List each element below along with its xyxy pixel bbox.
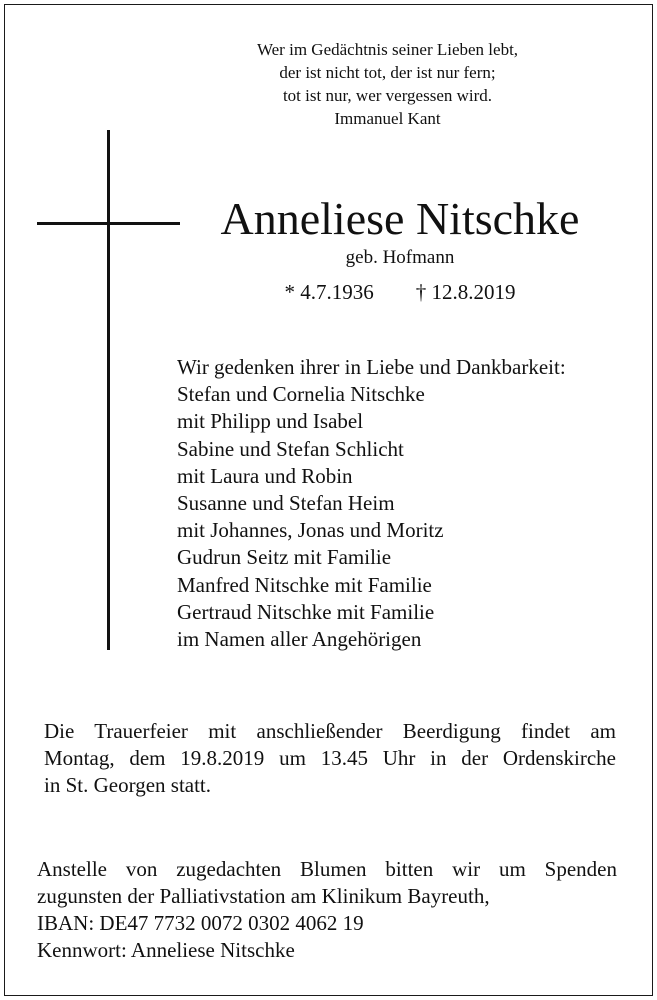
donation-line: Anstelle von zugedachten Blumen bitten wir um Spenden xyxy=(37,857,617,881)
mourner-line: Susanne und Stefan Heim xyxy=(177,491,395,516)
mourner-line: mit Philipp und Isabel xyxy=(177,409,364,434)
cross-icon-vertical-bar xyxy=(107,130,110,650)
death-date: † 12.8.2019 xyxy=(415,280,516,304)
memorial-quote xyxy=(210,38,565,130)
mourner-line: Stefan und Cornelia Nitschke xyxy=(177,382,425,407)
birth-date: * 4.7.1936 xyxy=(284,280,374,304)
mourner-line: Gudrun Seitz mit Familie xyxy=(177,545,392,570)
quote-line: Wer im Gedächtnis seiner Lieben lebt, xyxy=(256,40,519,59)
mourner-line: mit Laura und Robin xyxy=(177,463,353,488)
quote-author: Immanuel Kant xyxy=(334,109,441,128)
mourner-line: im Namen aller Angehörigen xyxy=(177,627,422,652)
quote-line: tot ist nur, wer vergessen wird. xyxy=(282,86,493,105)
mourner-line: Sabine und Stefan Schlicht xyxy=(177,436,404,461)
mourners-intro: Wir gedenken ihrer in Liebe und Dankbarkeit: xyxy=(177,355,566,379)
donation-notice xyxy=(37,856,617,964)
funeral-service-notice xyxy=(44,718,616,799)
mourner-line: Gertraud Nitschke mit Familie xyxy=(177,599,435,624)
quote-line: der ist nicht tot, der ist nur fern; xyxy=(279,63,496,82)
mourner-line: mit Johannes, Jonas und Moritz xyxy=(177,518,444,543)
deceased-name: Anneliese Nitschke xyxy=(220,193,580,244)
mourners-list xyxy=(177,354,566,653)
maiden-name: geb. Hofmann xyxy=(345,247,455,268)
mourner-line: Manfred Nitschke mit Familie xyxy=(177,572,432,597)
donation-iban: IBAN: DE47 7732 0072 0302 4062 19 xyxy=(37,911,364,935)
donation-line: zugunsten der Palliativstation am Klinikum Bayreuth, xyxy=(37,884,490,908)
donation-keyword: Kennwort: Anneliese Nitschke xyxy=(37,938,295,962)
service-line: Die Trauerfeier mit anschließender Beerdigung findet am xyxy=(44,719,616,743)
service-line: in St. Georgen statt. xyxy=(44,773,212,797)
cross-icon-horizontal-bar xyxy=(37,222,180,225)
service-line: Montag, dem 19.8.2019 um 13.45 Uhr in der Ordenskirche xyxy=(44,746,616,770)
life-dates xyxy=(190,278,610,306)
